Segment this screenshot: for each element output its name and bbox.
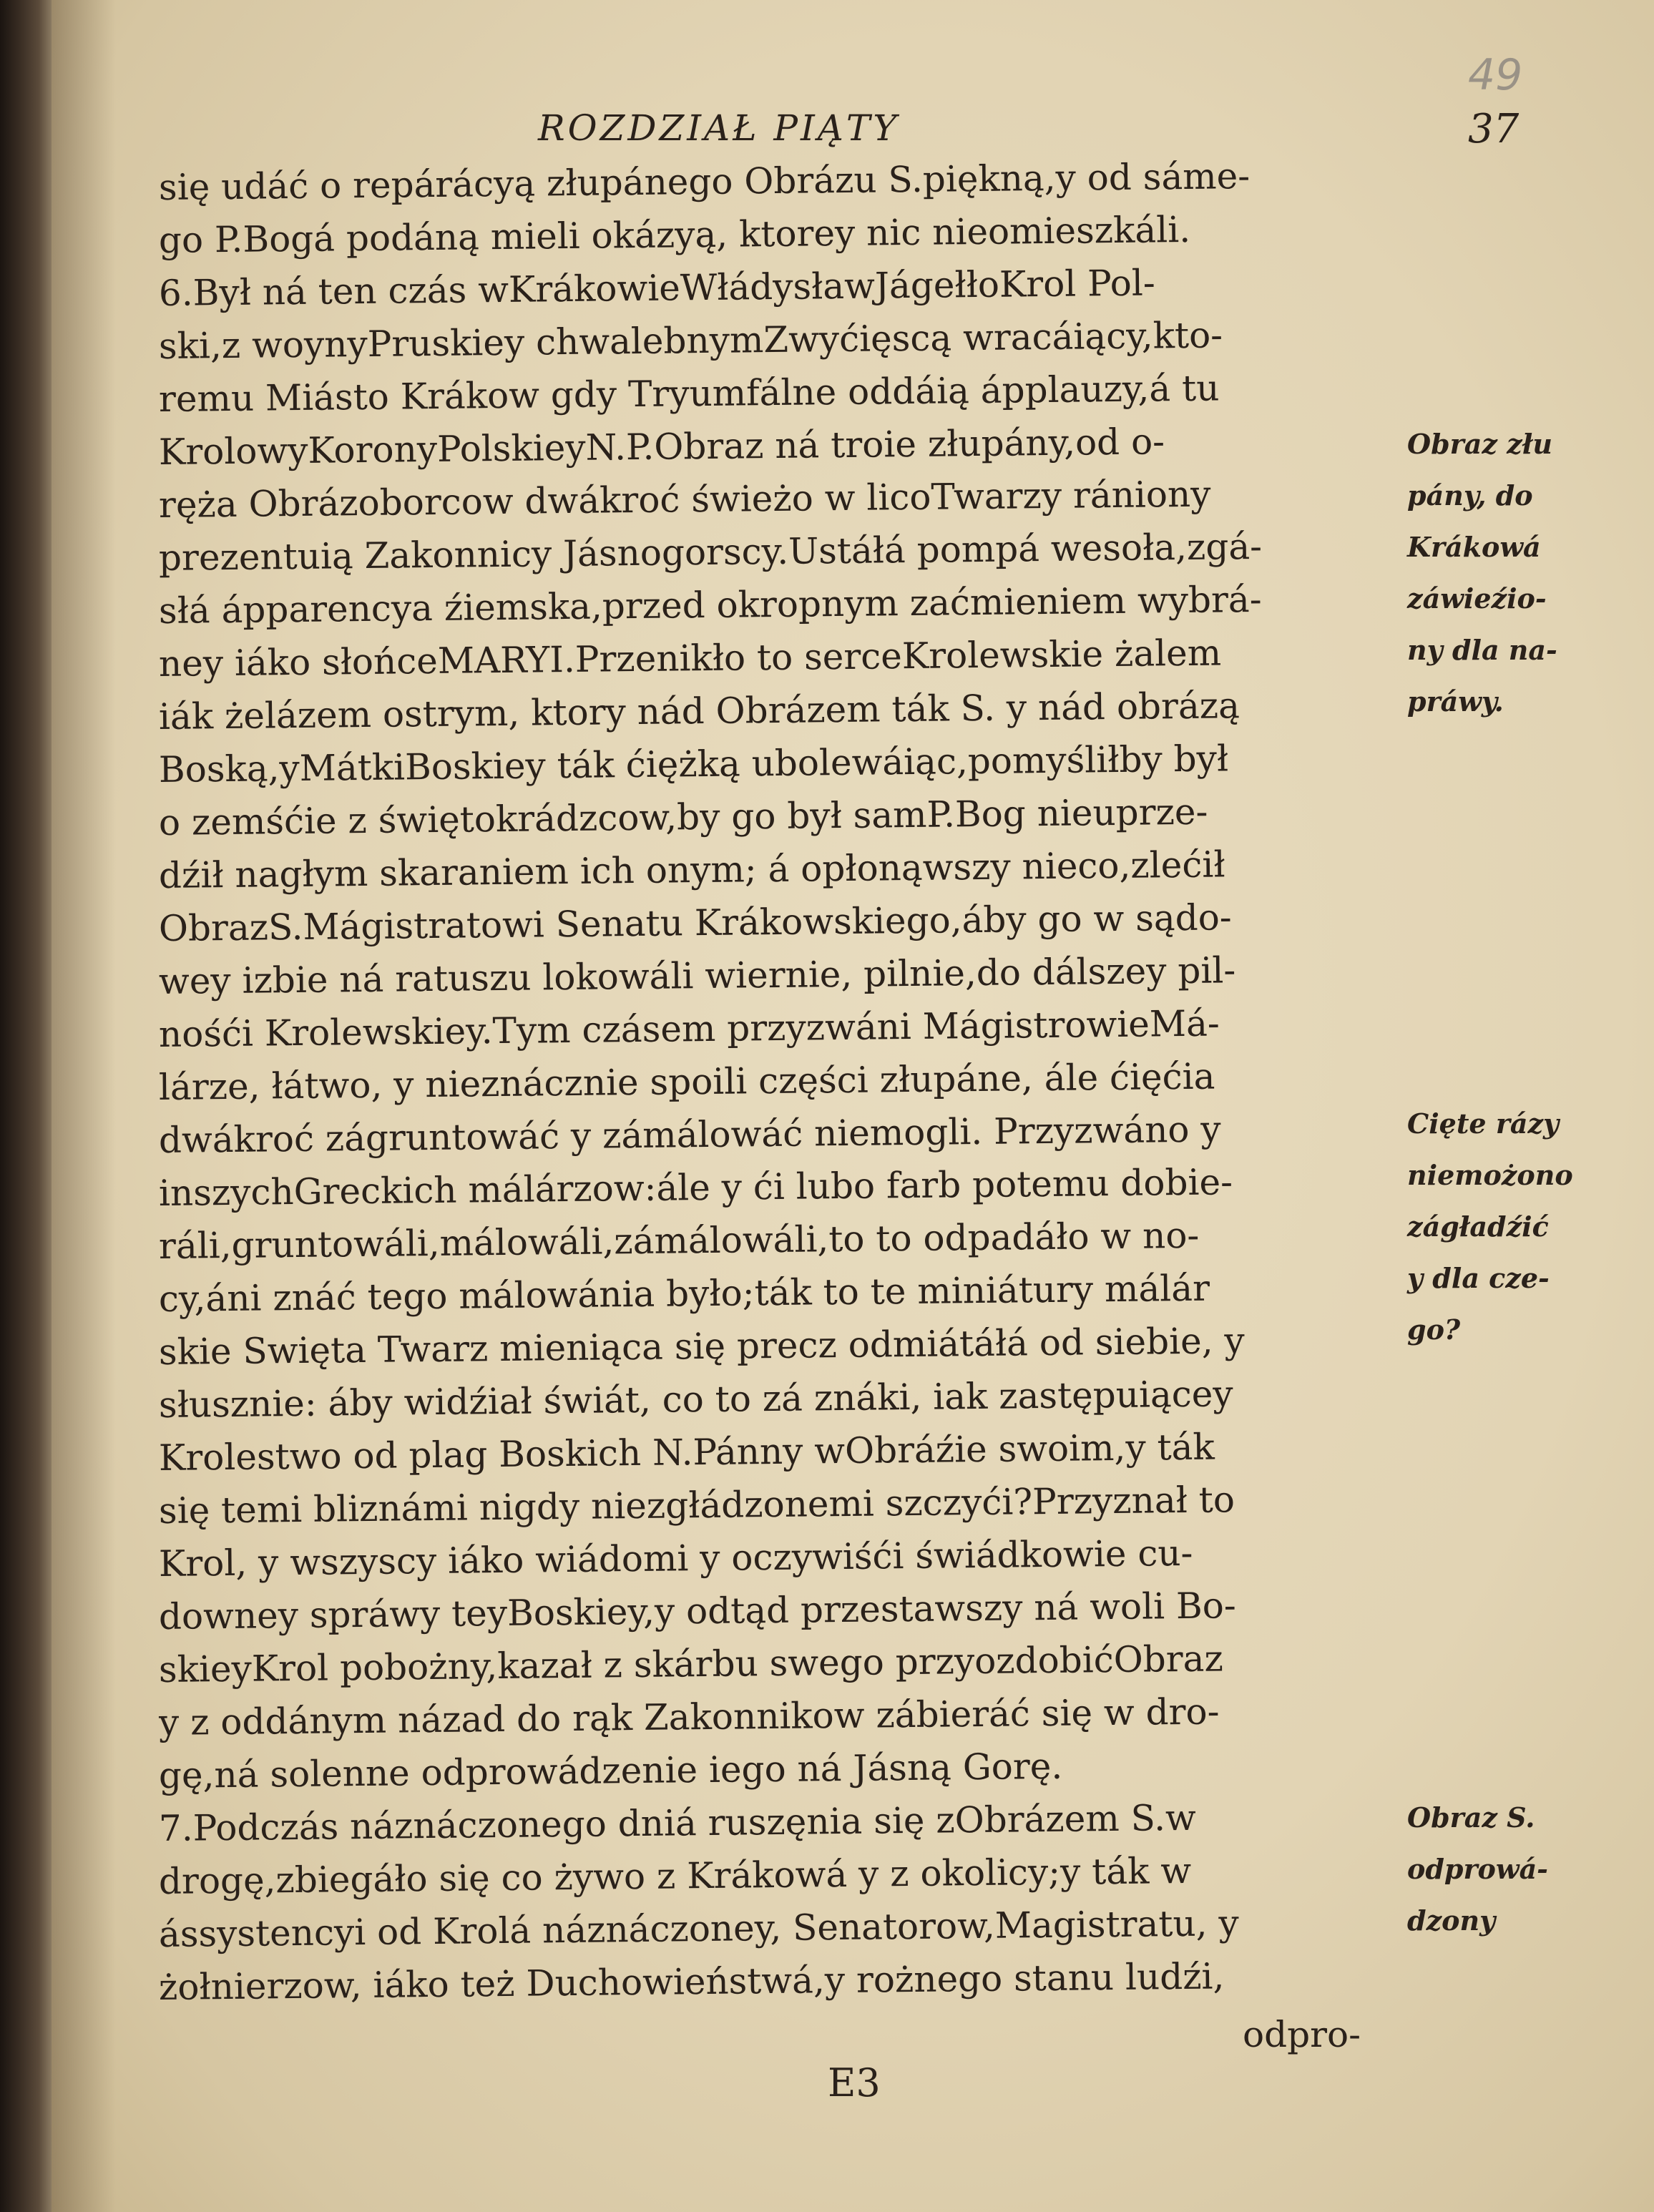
text-line: skieyKrol pobożny,kazał z skárbu swego przyozdobićObraz — [158, 1638, 1224, 1690]
text-line: słá ápparencya źiemska,przed okropnym zaćmieniem wybrá- — [158, 578, 1262, 632]
text-line: go P.Bogá podáną mieli okázyą, ktorey nic nieomieszkáli. — [158, 208, 1191, 261]
running-header: ROZDZIAŁ PIĄTY — [538, 107, 900, 149]
margin-note-line: y dla cze- — [1407, 1262, 1550, 1294]
body-text — [158, 155, 1418, 2014]
margin-note-line: Obraz S. — [1407, 1801, 1535, 1834]
text-line: skie Swięta Twarz mieniąca się precz odmiátáłá od siebie, y — [158, 1320, 1245, 1373]
text-line: lárze, łátwo, y nieznácznie spoili części złupáne, ále ćięćia — [158, 1055, 1215, 1108]
text-line: ObrazS.Mágistratowi Senatu Krákowskiego,áby go w sądo- — [158, 896, 1232, 949]
text-line: się temi bliznámi nigdy niezgłádzonemi szczyći?Przyznał to — [158, 1479, 1235, 1532]
text-line: iák żelázem ostrym, ktory nád Obrázem ták S. y nád obrázą — [158, 685, 1240, 738]
margin-note-line: go? — [1407, 1313, 1461, 1346]
text-line: wey izbie ná ratuszu lokowáli wiernie, pilnie,do dálszey pil- — [158, 949, 1236, 1002]
signature-mark: E3 — [828, 2060, 881, 2105]
text-line: gę,ná solenne odprowádzenie iego ná Jásną Gorę. — [158, 1745, 1063, 1796]
text-line: dźił nagłym skaraniem ich onym; á opłonąwszy nieco,zlećił — [158, 843, 1225, 896]
margin-note-line: pány, do — [1407, 479, 1533, 512]
text-line: Boską,yMátkiBoskiey ták ćiężką ubolewáiąc,pomyśliłby był — [158, 738, 1229, 791]
text-line: ráli,gruntowáli,málowáli,zámálowáli,to to odpadáło w no- — [158, 1214, 1200, 1267]
text-line: żołnierzow, iáko też Duchowieństwá,y rożnego stanu ludźi, — [158, 1955, 1225, 2008]
margin-note-escort — [1407, 1792, 1629, 1947]
text-line: Krol, y wszyscy iáko wiádomi y oczywiśći świádkowie cu- — [158, 1532, 1193, 1585]
book-binding — [0, 0, 52, 2212]
margin-note-line: dzony — [1407, 1904, 1496, 1937]
text-line: cy,áni znáć tego málowánia było;ták to te miniátury málár — [158, 1267, 1210, 1320]
page-number: 37 — [1468, 106, 1520, 152]
book-page — [52, 0, 1654, 2212]
text-line: prezentuią Zakonnicy Jásnogorscy.Ustáłá pompá wesoła,zgá- — [158, 525, 1263, 579]
text-line: się udáć o repárácyą złupánego Obrázu S.piękną,y od sáme- — [158, 155, 1251, 208]
text-line: drogę,zbiegáło się co żywo z Krákowá y z okolicy;y ták w — [158, 1849, 1192, 1902]
text-line: ássystencyi od Krolá náznáczoney, Senatorow,Magistratu, y — [158, 1902, 1239, 1955]
margin-note-line: odprowá- — [1407, 1853, 1548, 1885]
text-line: downey spráwy teyBoskiey,y odtąd przestawszy ná woli Bo- — [158, 1585, 1237, 1638]
text-line: remu Miásto Krákow gdy Tryumfálne oddáią ápplauzy,á tu — [158, 367, 1220, 420]
text-line: ney iáko słońceMARYI.Przenikło to serceKrolewskie żalem — [158, 632, 1222, 685]
margin-note-line: niemożono — [1407, 1159, 1573, 1191]
text-line: o zemśćie z świętokrádzcow,by go był samP.Bog nieuprze- — [158, 791, 1208, 843]
text-line: Krolestwo od plag Boskich N.Pánny wObráźie swoim,y ták — [158, 1426, 1215, 1479]
text-line: 7.Podczás náznáczonego dniá ruszęnia się zObrázem S.w — [158, 1796, 1197, 1849]
margin-note-cuts — [1407, 1098, 1629, 1356]
margin-note-damaged-image — [1407, 419, 1629, 728]
text-line: nośći Krolewskiey.Tym czásem przyzwáni MágistrowieMá- — [158, 1002, 1220, 1055]
margin-note-line: Krákowá — [1407, 531, 1541, 563]
text-line: 6.Był ná ten czás wKrákowieWłádysławJágełłoKrol Pol- — [158, 262, 1156, 314]
text-line: ski,z woynyPruskiey chwalebnymZwyćięscą wracáiący,kto- — [158, 314, 1223, 367]
pencil-folio-number: 49 — [1468, 50, 1523, 100]
margin-note-line: práwy. — [1407, 685, 1504, 718]
text-line: ręża Obrázoborcow dwákroć świeżo w licoTwarzy rániony — [158, 473, 1211, 526]
margin-note-line: ny dla na- — [1407, 634, 1557, 666]
margin-note-line: záwieźio- — [1407, 582, 1547, 615]
text-line: słusznie: áby widźiał świát, co to zá znáki, iak zastępuiącey — [158, 1373, 1233, 1426]
text-line: dwákroć zágruntowáć y zámálowáć niemogli. Przyzwáno y — [158, 1108, 1221, 1161]
margin-note-line: zágładźić — [1407, 1210, 1549, 1243]
margin-note-line: Cięte rázy — [1407, 1107, 1560, 1140]
text-line: inszychGreckich málárzow:ále y ći lubo farb potemu dobie- — [158, 1161, 1233, 1214]
text-line: y z oddánym názad do rąk Zakonnikow zábieráć się w dro- — [158, 1690, 1220, 1743]
text-line: KrolowyKoronyPolskieyN.P.Obraz ná troie złupány,od o- — [158, 421, 1165, 473]
catchword: odpro- — [1243, 2014, 1361, 2055]
margin-note-line: Obraz złu — [1407, 428, 1552, 460]
